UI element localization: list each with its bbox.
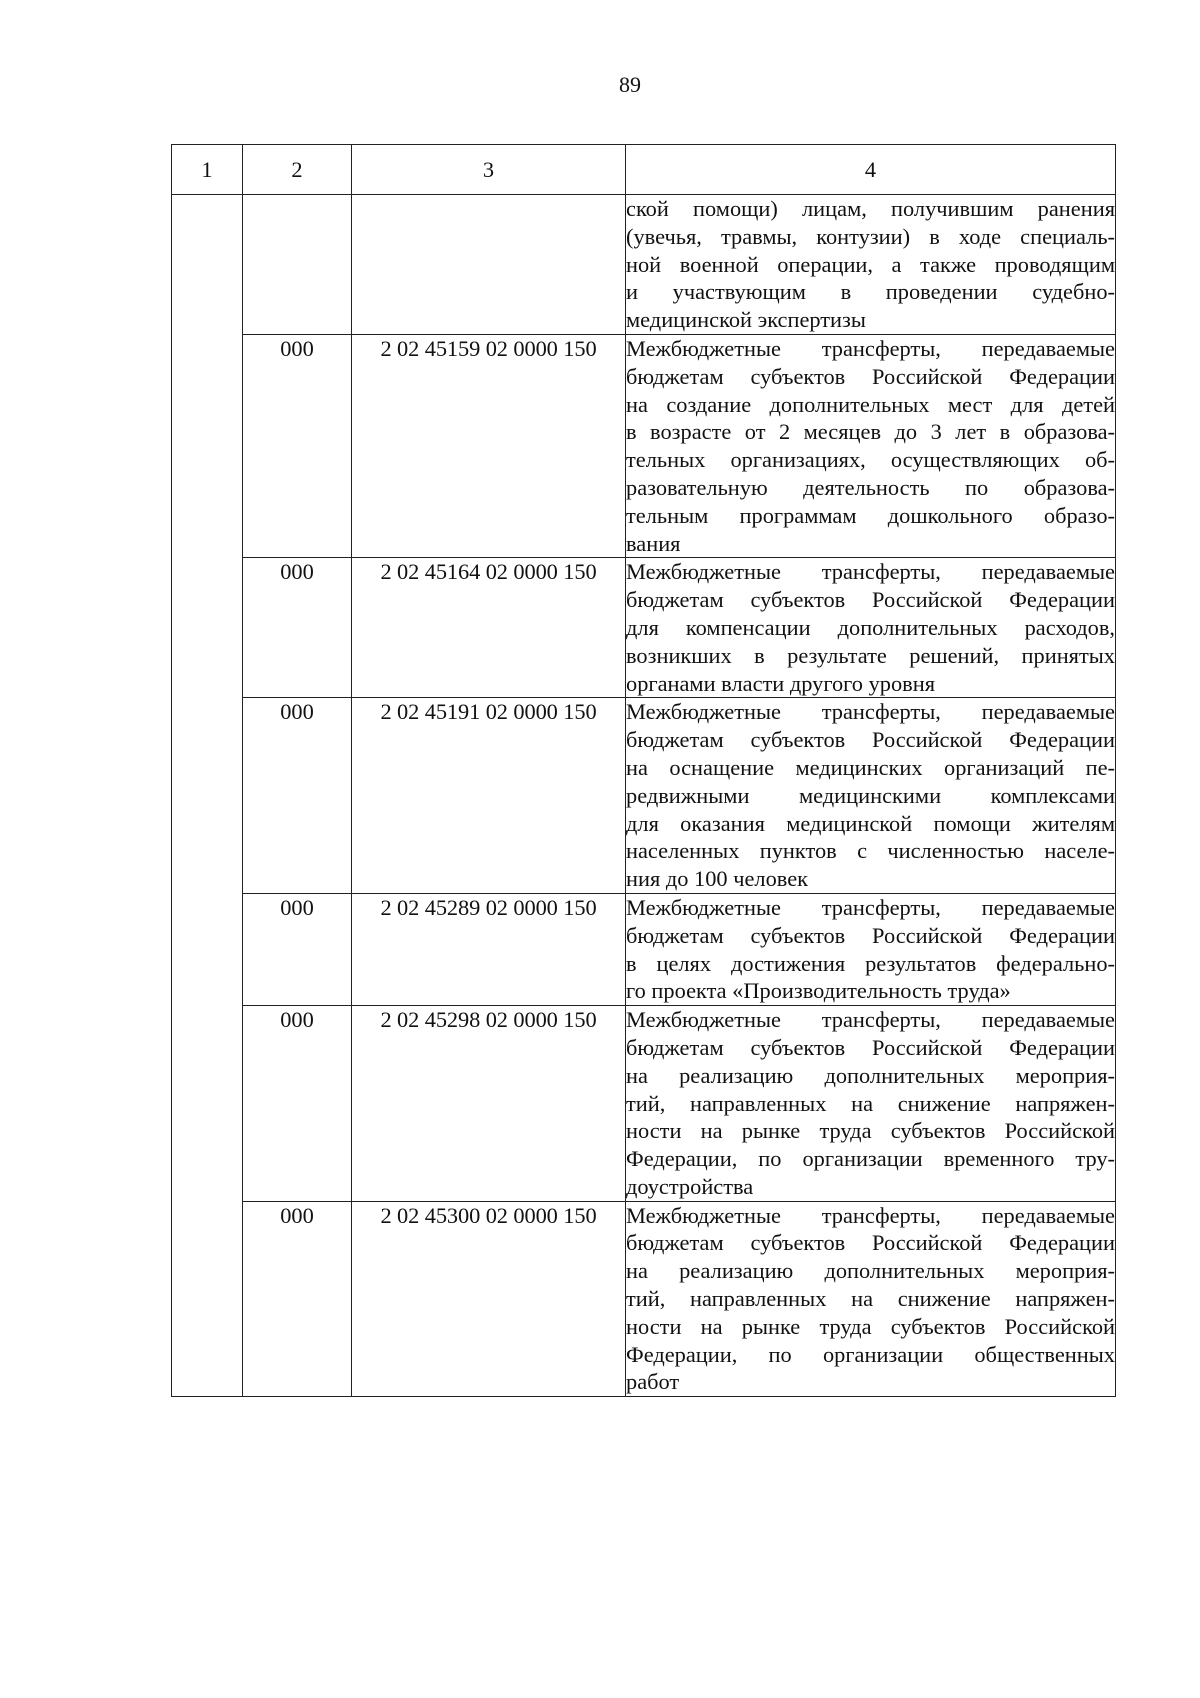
empty-col-1-cell bbox=[172, 195, 243, 1397]
header-col-1: 1 bbox=[172, 145, 243, 195]
admin-code-cell: 000 bbox=[243, 893, 352, 1005]
table-row bbox=[172, 1201, 1116, 1397]
description-line: населенных пунктов с численностью населе- bbox=[626, 838, 1115, 864]
description-line: ской помощи) лицам, получившим ранения bbox=[626, 196, 1115, 221]
table-row bbox=[172, 893, 1116, 1005]
description-line: бюджетам субъектов Российской Федерации bbox=[626, 363, 1115, 389]
description-line: разовательную деятельность по образова- bbox=[626, 474, 1115, 500]
admin-code-cell bbox=[243, 195, 352, 335]
description-line: Межбюджетные трансферты, передаваемые bbox=[626, 894, 1115, 920]
budget-classification-table bbox=[171, 144, 1116, 1397]
budget-code-cell: 2 02 45300 02 0000 150 bbox=[352, 1201, 626, 1397]
admin-code-cell: 000 bbox=[243, 334, 352, 557]
description-line: для компенсации дополнительных расходов, bbox=[626, 614, 1115, 640]
table-row bbox=[172, 1006, 1116, 1202]
page-number: 89 bbox=[619, 72, 641, 97]
description-cell bbox=[626, 1006, 1116, 1202]
description-line: органами власти другого уровня bbox=[626, 670, 936, 696]
description-line: ной военной операции, а также проводящим bbox=[626, 251, 1115, 277]
description-line: и участвующим в проведении судебно- bbox=[626, 279, 1115, 305]
budget-code-cell bbox=[352, 195, 626, 335]
admin-code-cell: 000 bbox=[243, 1201, 352, 1397]
description-line: (увечья, травмы, контузии) в ходе специаль- bbox=[626, 223, 1115, 249]
description-line: вания bbox=[626, 530, 681, 556]
description-line: тельных организациях, осуществляющих об- bbox=[626, 447, 1115, 473]
description-line: возникших в результате решений, принятых bbox=[626, 642, 1115, 668]
description-line: Федерации, по организации общественных bbox=[626, 1341, 1115, 1367]
description-line: медицинской экспертизы bbox=[626, 307, 866, 333]
description-line: бюджетам субъектов Российской Федерации bbox=[626, 587, 1115, 613]
admin-code-cell: 000 bbox=[243, 558, 352, 698]
table-row bbox=[172, 195, 1116, 335]
description-line: ности на рынке труда субъектов Российской bbox=[626, 1313, 1115, 1339]
description-line: тий, направленных на снижение напряжен- bbox=[626, 1286, 1115, 1312]
description-line: Межбюджетные трансферты, передаваемые bbox=[626, 699, 1115, 725]
description-line: доустройства bbox=[626, 1173, 754, 1199]
description-line: на реализацию дополнительных мероприя- bbox=[626, 1062, 1115, 1088]
header-col-2: 2 bbox=[243, 145, 352, 195]
description-cell bbox=[626, 195, 1116, 335]
description-cell bbox=[626, 334, 1116, 557]
description-cell bbox=[626, 1201, 1116, 1397]
description-line: редвижными медицинскими комплексами bbox=[626, 782, 1115, 808]
description-line: бюджетам субъектов Российской Федерации bbox=[626, 727, 1115, 753]
description-line: Межбюджетные трансферты, передаваемые bbox=[626, 559, 1115, 585]
description-line: на оснащение медицинских организаций пе- bbox=[626, 754, 1115, 780]
description-line: на реализацию дополнительных мероприя- bbox=[626, 1258, 1115, 1284]
description-line: Межбюджетные трансферты, передаваемые bbox=[626, 1202, 1115, 1228]
table-header-row bbox=[172, 145, 1116, 195]
admin-code-cell: 000 bbox=[243, 1006, 352, 1202]
budget-code-cell: 2 02 45164 02 0000 150 bbox=[352, 558, 626, 698]
description-cell bbox=[626, 893, 1116, 1005]
budget-code-cell: 2 02 45191 02 0000 150 bbox=[352, 698, 626, 894]
description-line: бюджетам субъектов Российской Федерации bbox=[626, 1034, 1115, 1060]
description-line: работ bbox=[626, 1369, 680, 1395]
table-body bbox=[172, 195, 1116, 1397]
description-line: Федерации, по организации временного тру- bbox=[626, 1146, 1115, 1172]
description-line: тельным программам дошкольного образо- bbox=[626, 502, 1115, 528]
description-line: на создание дополнительных мест для детей bbox=[626, 391, 1115, 417]
description-cell bbox=[626, 698, 1116, 894]
description-line: ния до 100 человек bbox=[626, 866, 809, 892]
description-line: для оказания медицинской помощи жителям bbox=[626, 810, 1115, 836]
table-row bbox=[172, 558, 1116, 698]
description-line: го проекта «Производительность труда» bbox=[626, 978, 1011, 1004]
description-cell bbox=[626, 558, 1116, 698]
header-col-4: 4 bbox=[626, 145, 1116, 195]
description-line: бюджетам субъектов Российской Федерации bbox=[626, 922, 1115, 948]
description-line: бюджетам субъектов Российской Федерации bbox=[626, 1230, 1115, 1256]
description-line: в целях достижения результатов федерально- bbox=[626, 950, 1115, 976]
budget-code-cell: 2 02 45289 02 0000 150 bbox=[352, 893, 626, 1005]
header-col-3: 3 bbox=[352, 145, 626, 195]
table-row bbox=[172, 698, 1116, 894]
description-line: в возрасте от 2 месяцев до 3 лет в образова- bbox=[626, 419, 1115, 445]
budget-code-cell: 2 02 45159 02 0000 150 bbox=[352, 334, 626, 557]
description-line: Межбюджетные трансферты, передаваемые bbox=[626, 1007, 1115, 1033]
table-row bbox=[172, 334, 1116, 557]
description-line: ности на рынке труда субъектов Российской bbox=[626, 1118, 1115, 1144]
budget-code-cell: 2 02 45298 02 0000 150 bbox=[352, 1006, 626, 1202]
admin-code-cell: 000 bbox=[243, 698, 352, 894]
description-line: Межбюджетные трансферты, передаваемые bbox=[626, 335, 1115, 361]
description-line: тий, направленных на снижение напряжен- bbox=[626, 1090, 1115, 1116]
